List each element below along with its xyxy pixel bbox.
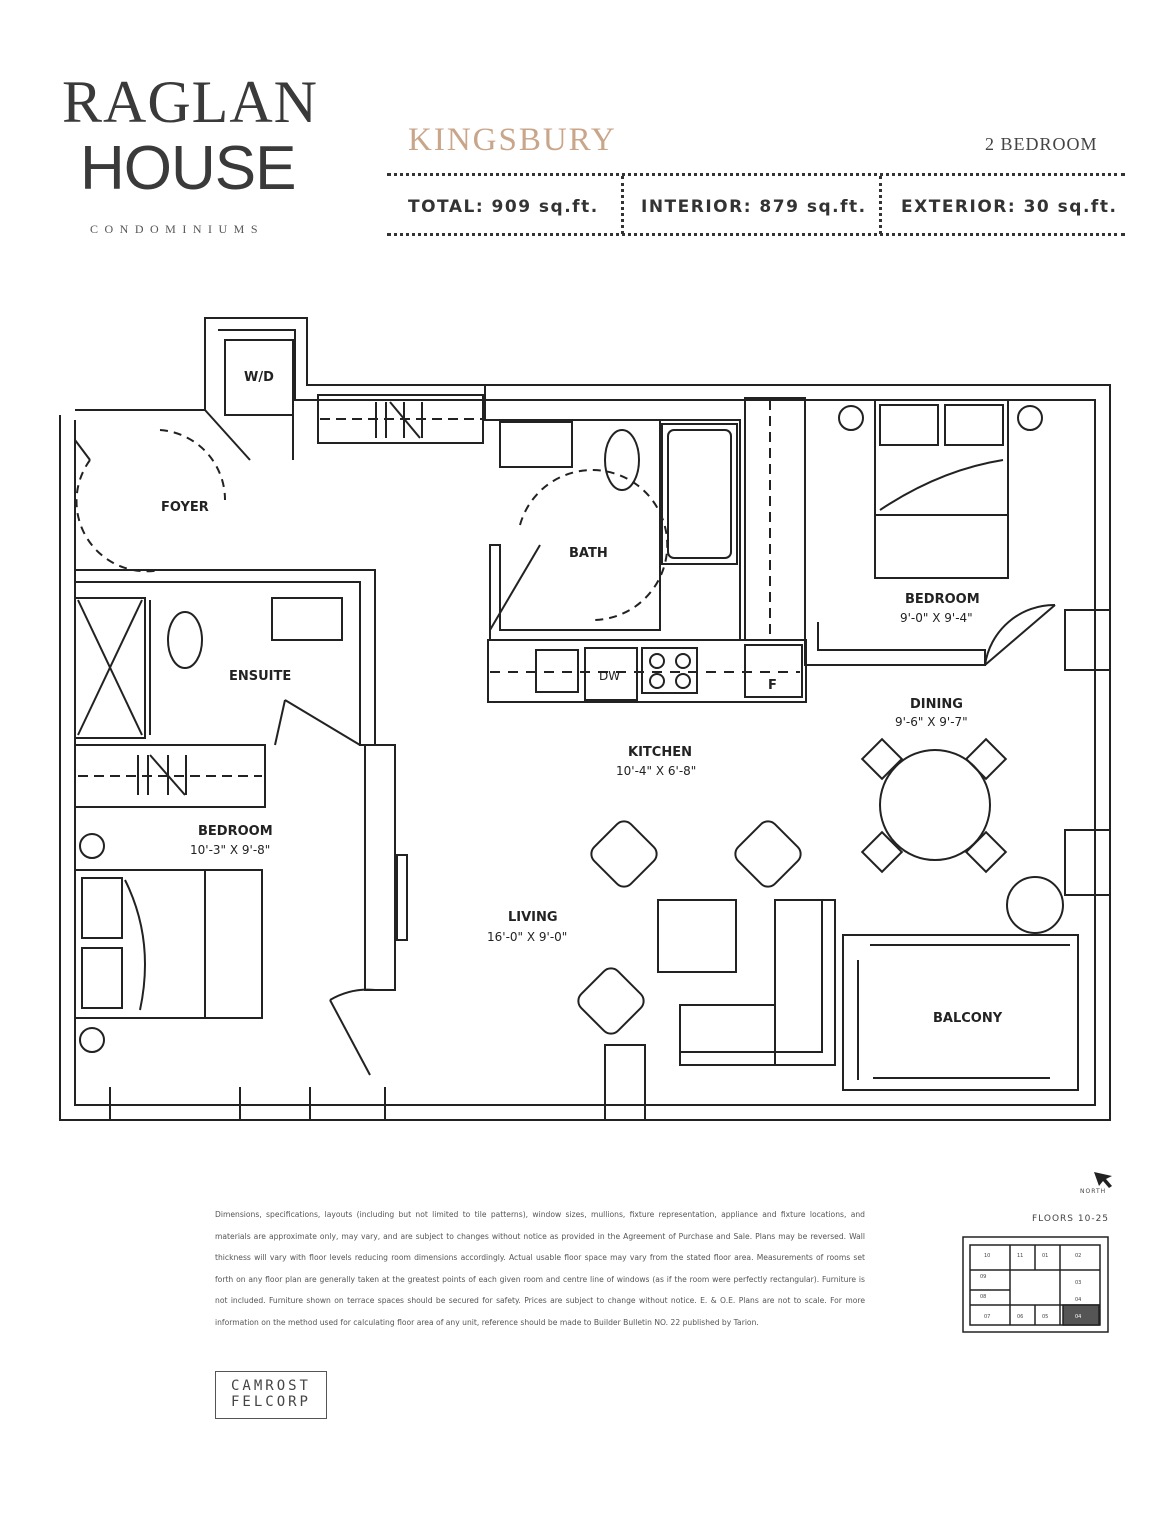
key-unit: 05 (1042, 1314, 1049, 1320)
dining-dimensions: 9'-6" X 9'-7" (895, 715, 968, 729)
exterior-area: EXTERIOR: 30 sq.ft. (901, 197, 1118, 217)
key-unit: 04 (1075, 1314, 1082, 1320)
bedroom2-label: BEDROOM (198, 824, 273, 839)
key-unit: 04 (1075, 1297, 1082, 1303)
kitchen-label: KITCHEN (628, 745, 692, 760)
ensuite-label: ENSUITE (229, 669, 292, 684)
key-unit: 09 (980, 1274, 987, 1280)
key-unit: 10 (984, 1253, 991, 1259)
armchair (731, 817, 805, 891)
key-unit: 08 (980, 1294, 987, 1300)
balcony-label: BALCONY (933, 1011, 1003, 1026)
armchair (587, 817, 661, 891)
key-unit: 06 (1017, 1314, 1024, 1320)
living-dimensions: 16'-0" X 9'-0" (487, 930, 568, 944)
kitchen-dimensions: 10'-4" X 6'-8" (616, 764, 697, 778)
wd-label: W/D (244, 370, 274, 385)
dishwasher-label: DW (599, 669, 621, 683)
brand-name-line2: HOUSE (80, 134, 296, 203)
north-arrow-icon (1094, 1172, 1112, 1188)
foyer-door-swing (77, 460, 160, 571)
foyer-label: FOYER (161, 500, 209, 515)
developer-logo (215, 1371, 327, 1419)
developer-logo-line2: FELCORP (230, 1394, 311, 1410)
bathtub (662, 424, 737, 564)
bath-toilet (605, 430, 639, 490)
interior-wall (805, 620, 985, 665)
bed-main (875, 400, 1008, 578)
floors-label: FLOORS 10-25 (1032, 1214, 1110, 1224)
fridge-label: F (768, 678, 777, 693)
interior-wall (75, 570, 375, 745)
brand-subtitle: CONDOMINIUMS (90, 222, 265, 236)
interior-wall (365, 745, 395, 990)
unit-type: 2 BEDROOM (985, 134, 1098, 154)
ensuite-sink (272, 598, 342, 640)
key-unit: 03 (1075, 1280, 1082, 1286)
side-table (1007, 877, 1063, 933)
key-unit: 07 (984, 1314, 991, 1320)
bedroom2-dimensions: 10'-3" X 9'-8" (190, 843, 271, 857)
bedroom-main-label: BEDROOM (905, 592, 980, 607)
sofa (680, 900, 835, 1065)
bed-bedroom2 (75, 870, 262, 1018)
developer-logo-line1: CAMROST (230, 1378, 311, 1394)
living-label: LIVING (508, 910, 558, 925)
ensuite-toilet (168, 612, 202, 668)
disclaimer-text: Dimensions, specifications, layouts (including but not limited to tile patterns), window sizes, mullions, fixture representation, appliance and fixture locations, and materials are approximate only, may vary, and are subject to changes without notice as provided in the Agreement of Purchase and Sale. Plans may be reversed. Wall thickness will vary with floor levels reducing room dimensions accordingly. Actual usable floor space may vary from the stated floor area. Measurements of rooms set forth on any floor plan are generally taken at the greatest points of each given room and centre line of windows (as if the room were perfectly rectangular). Furniture is not included. Furniture shown on terrace spaces should be secured for safety. Prices are subject to change without notice. E. & O.E. Plans are not to scale. For more information on the method used for calculating floor area of any unit, reference should be made to Builder Bulletin NO. 22 published by Tarion. (215, 1210, 865, 1327)
armchair (574, 964, 648, 1038)
interior-wall (745, 398, 805, 640)
bath-sink (500, 422, 572, 467)
brand-name-line1: RAGLAN (62, 69, 318, 135)
key-unit: 11 (1017, 1253, 1024, 1259)
key-unit: 02 (1075, 1253, 1082, 1259)
coffee-table (658, 900, 736, 972)
unit-name: KINGSBURY (408, 122, 617, 158)
interior-area: INTERIOR: 879 sq.ft. (641, 197, 867, 217)
bath-label: BATH (569, 546, 608, 561)
north-label: NORTH (1080, 1188, 1107, 1195)
bedroom-main-dimensions: 9'-0" X 9'-4" (900, 611, 973, 625)
key-unit: 01 (1042, 1253, 1049, 1259)
dining-label: DINING (910, 697, 963, 712)
total-area: TOTAL: 909 sq.ft. (408, 197, 599, 217)
